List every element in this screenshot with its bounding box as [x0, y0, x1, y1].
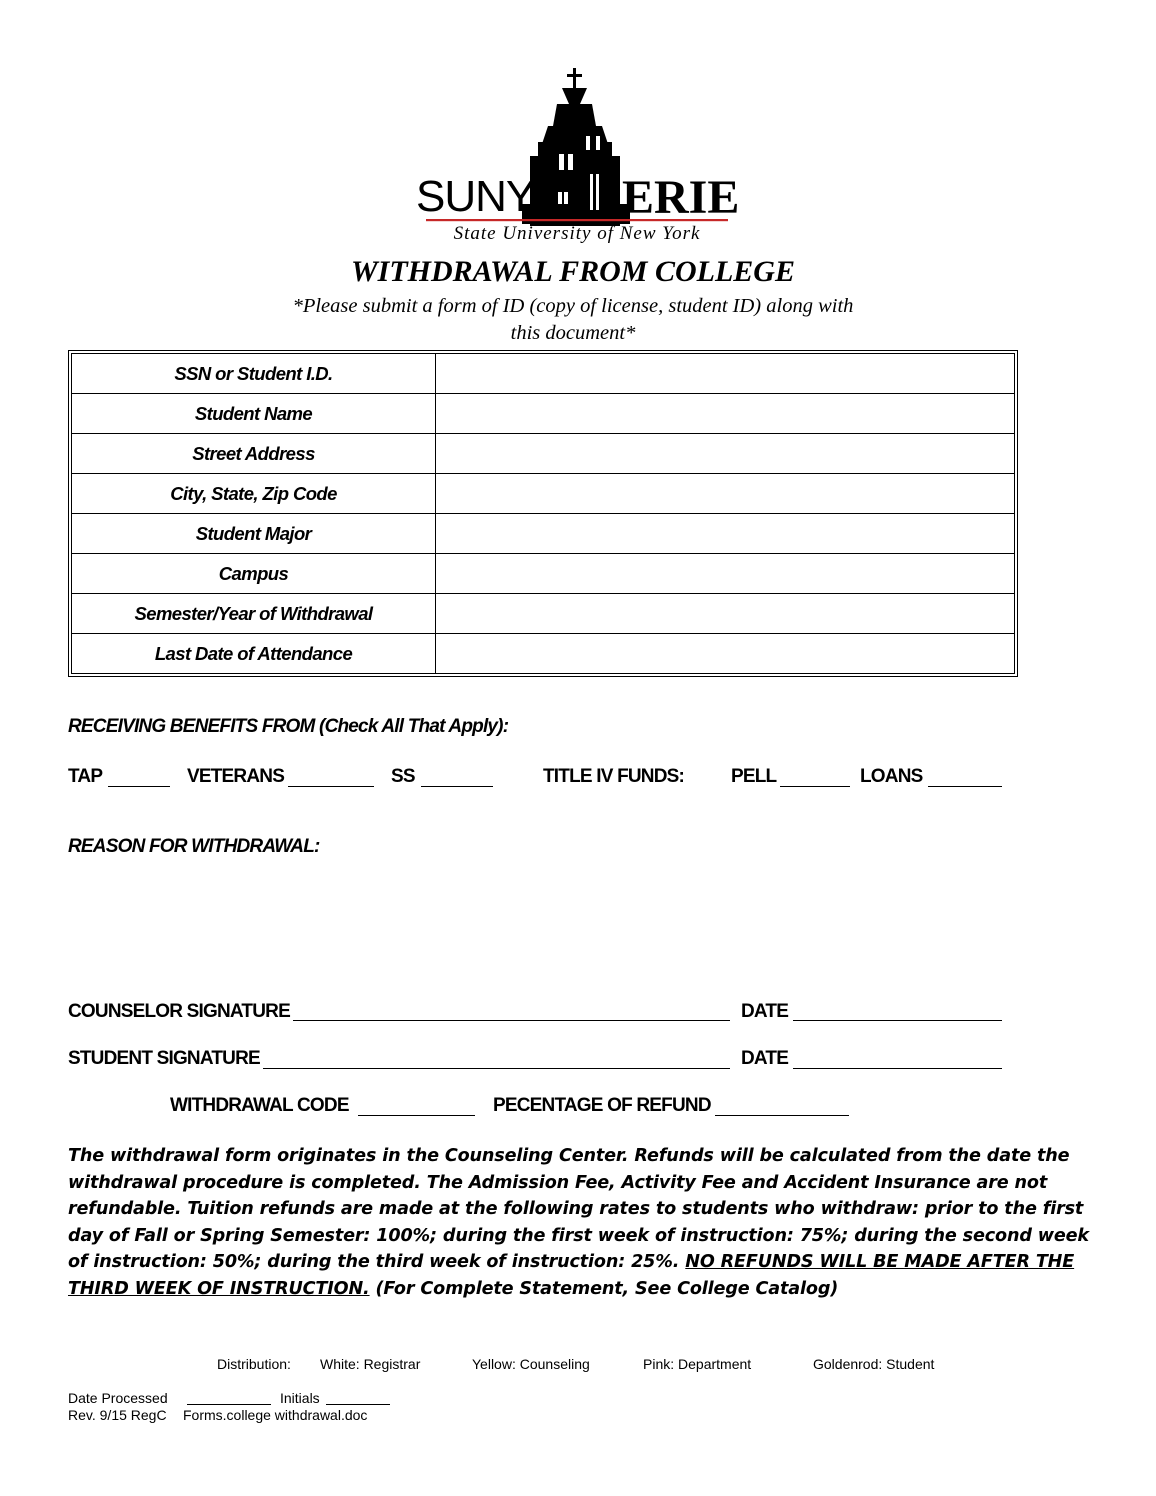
table-row: [72, 354, 1014, 394]
policy-tail: (For Complete Statement, See College Catalog): [369, 1278, 839, 1299]
table-row: [72, 514, 1014, 554]
reason-heading: REASON FOR WITHDRAWAL:: [68, 836, 320, 857]
table-row: [72, 594, 1014, 634]
city-state-zip-field[interactable]: [436, 474, 1015, 514]
tap-label: TAP: [68, 766, 103, 787]
table-row: [72, 474, 1014, 514]
distribution-label: Distribution:: [217, 1356, 291, 1372]
logo-suny-text: SUNY: [416, 172, 535, 221]
benefits-heading: RECEIVING BENEFITS FROM (Check All That Apply):: [68, 716, 509, 737]
field-label: City, State, Zip Code: [72, 474, 436, 514]
veterans-label: VETERANS: [187, 766, 285, 787]
student-signature-line[interactable]: [263, 1068, 730, 1069]
logo-subtitle: State University of New York: [453, 223, 701, 244]
counselor-date-label: DATE: [741, 1001, 789, 1022]
student-date-line[interactable]: [793, 1068, 1002, 1069]
refund-percentage-line[interactable]: [715, 1115, 849, 1116]
campus-field[interactable]: [436, 554, 1015, 594]
veterans-blank[interactable]: [288, 786, 374, 787]
counselor-signature-label: COUNSELOR SIGNATURE: [68, 1001, 290, 1022]
ssn-field[interactable]: [436, 354, 1015, 394]
field-label: Student Major: [72, 514, 436, 554]
field-label: Campus: [72, 554, 436, 594]
student-info-table: [68, 350, 1018, 677]
pell-label: PELL: [731, 766, 777, 787]
counselor-date-line[interactable]: [793, 1020, 1002, 1021]
student-signature-label: STUDENT SIGNATURE: [68, 1048, 260, 1069]
date-processed-line[interactable]: [187, 1404, 271, 1405]
id-note-line-2: this document*: [510, 322, 636, 344]
pell-blank[interactable]: [780, 786, 850, 787]
field-label: Student Name: [72, 394, 436, 434]
title-iv-label: TITLE IV FUNDS:: [543, 766, 685, 787]
revision-label: Rev. 9/15 RegC: [68, 1407, 167, 1423]
refund-policy-paragraph: [68, 1143, 1098, 1302]
student-name-field[interactable]: [436, 394, 1015, 434]
semester-year-field[interactable]: [436, 594, 1015, 634]
distribution-pink: Pink: Department: [643, 1356, 752, 1372]
loans-label: LOANS: [860, 766, 923, 787]
table-row: [72, 634, 1014, 674]
ss-blank[interactable]: [421, 786, 493, 787]
tap-blank[interactable]: [108, 786, 170, 787]
withdrawal-code-label: WITHDRAWAL CODE: [170, 1095, 349, 1116]
field-label: Semester/Year of Withdrawal: [72, 594, 436, 634]
form-title: WITHDRAWAL FROM COLLEGE: [351, 255, 795, 288]
last-date-attendance-field[interactable]: [436, 634, 1015, 674]
distribution-goldenrod: Goldenrod: Student: [813, 1356, 935, 1372]
id-note: [250, 293, 896, 347]
logo-erie-text: ERIE: [622, 171, 740, 224]
initials-label: Initials: [280, 1390, 320, 1406]
field-label: Street Address: [72, 434, 436, 474]
file-name-label: Forms.college withdrawal.doc: [183, 1407, 368, 1423]
table-row: [72, 554, 1014, 594]
date-processed-label: Date Processed: [68, 1390, 168, 1406]
distribution-white: White: Registrar: [320, 1356, 421, 1372]
initials-line[interactable]: [326, 1404, 390, 1405]
table-row: [72, 394, 1014, 434]
field-label: SSN or Student I.D.: [72, 354, 436, 394]
street-address-field[interactable]: [436, 434, 1015, 474]
student-major-field[interactable]: [436, 514, 1015, 554]
refund-percentage-label: PECENTAGE OF REFUND: [493, 1095, 711, 1116]
table-row: [72, 434, 1014, 474]
ss-label: SS: [391, 766, 415, 787]
student-date-label: DATE: [741, 1048, 789, 1069]
loans-blank[interactable]: [928, 786, 1002, 787]
counselor-signature-line[interactable]: [293, 1020, 730, 1021]
distribution-yellow: Yellow: Counseling: [472, 1356, 590, 1372]
policy-text: The withdrawal form originates in the Counseling Center. Refunds will be calculated from the date the withdrawal procedure is completed. The Admission Fee, Activity Fee and Accident Insurance are not refundable. Tuition refunds are made at the following rates to students who withdraw: prior to the first day of Fall or Spring Semester: 100%; during the first week of instruction: 75%; during the second week of instruction: 50%; during the third week of instruction: 25%.: [68, 1146, 1089, 1272]
field-label: Last Date of Attendance: [72, 634, 436, 674]
withdrawal-code-line[interactable]: [358, 1115, 475, 1116]
id-note-line-1: *Please submit a form of ID (copy of license, student ID) along with: [292, 295, 854, 317]
policy-no-refund-notice: NO REFUNDS WILL BE MADE AFTER THE THIRD WEEK OF INSTRUCTION.: [68, 1252, 1075, 1299]
